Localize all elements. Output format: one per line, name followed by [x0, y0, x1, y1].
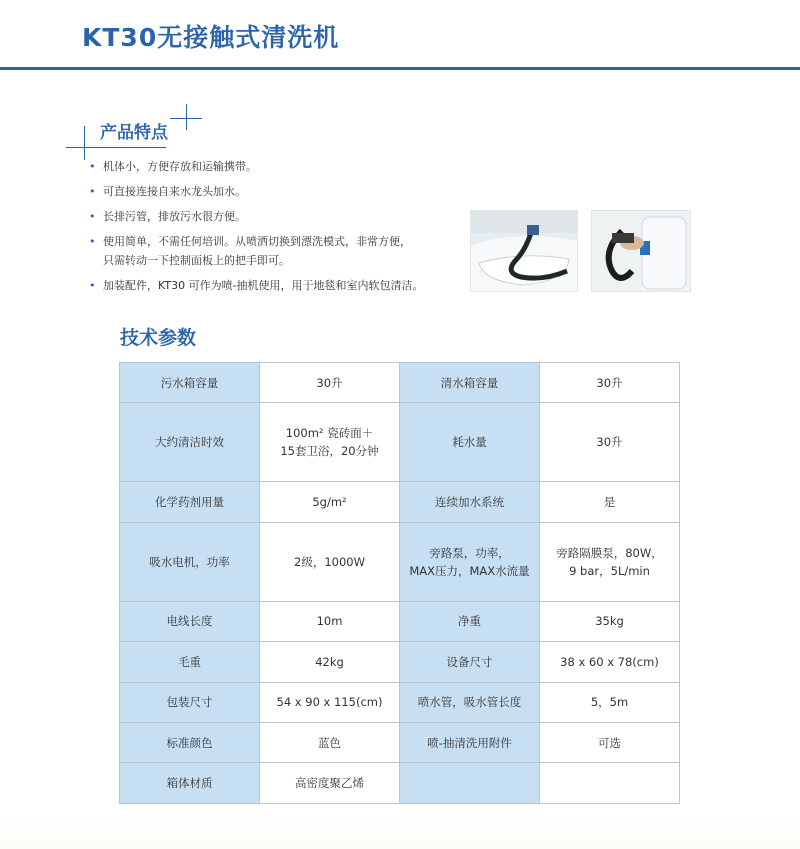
table-row [120, 601, 680, 641]
bullet-icon: • [89, 160, 96, 173]
feature-text: 长排污管，排放污水很方便。 [103, 210, 246, 223]
spec-label: 大约清洁时效 [120, 403, 260, 482]
sink-hose-illustration [471, 211, 577, 291]
spec-label-line: MAX压力，MAX水流量 [409, 563, 530, 578]
spec-value-line: 100m² 瓷砖面＋ [285, 426, 374, 441]
table-row [120, 763, 680, 804]
page-bottom-edge [0, 820, 800, 849]
spec-label: 电线长度 [120, 601, 260, 641]
features-list [87, 158, 424, 302]
spec-label: 喷水管，吸水管长度 [400, 682, 540, 722]
spec-label [400, 763, 540, 804]
spec-value: 30升 [260, 363, 400, 403]
spec-value-line: 9 bar，5L/min [569, 563, 650, 578]
feature-item [87, 183, 424, 200]
bullet-icon: • [89, 210, 96, 223]
feature-text: 使用简单，不需任何培训。从喷洒切换到漂洗模式，非常方便， [103, 235, 411, 248]
spec-label: 喷-抽清洗用附件 [400, 722, 540, 762]
table-row [120, 722, 680, 762]
feature-text: 可直接连接自来水龙头加水。 [103, 185, 246, 198]
spec-value: 35kg [540, 601, 680, 641]
machine-hose-illustration [592, 211, 690, 291]
spec-value: 54 x 90 x 115(cm) [260, 682, 400, 722]
spec-label: 设备尺寸 [400, 642, 540, 682]
feature-text: 加装配件，KT30 可作为喷-抽机使用，用于地毯和室内软包清洁。 [103, 279, 424, 292]
product-photo-machine [591, 210, 691, 292]
table-row [120, 482, 680, 522]
spec-label: 净重 [400, 601, 540, 641]
feature-item [87, 277, 424, 294]
spec-value [540, 522, 680, 601]
spec-value: 5，5m [540, 682, 680, 722]
spec-label: 耗水量 [400, 403, 540, 482]
spec-label: 清水箱容量 [400, 363, 540, 403]
page-title: KT30无接触式清洗机 [82, 23, 340, 52]
spec-value [260, 403, 400, 482]
specs-heading: 技术参数 [120, 327, 197, 349]
spec-value: 30升 [540, 403, 680, 482]
spec-value: 42kg [260, 642, 400, 682]
spec-value: 2级，1000W [260, 522, 400, 601]
spec-value: 蓝色 [260, 722, 400, 762]
spec-value: 5g/m² [260, 482, 400, 522]
bullet-icon: • [89, 279, 96, 292]
feature-item [87, 233, 424, 250]
spec-label: 毛重 [120, 642, 260, 682]
feature-item-continuation [87, 252, 424, 269]
table-row [120, 363, 680, 403]
feature-item [87, 158, 424, 175]
spec-value: 30升 [540, 363, 680, 403]
cross-decoration-vertical [84, 126, 85, 160]
spec-value: 可选 [540, 722, 680, 762]
features-heading: 产品特点 [100, 123, 168, 143]
title-divider [0, 67, 800, 70]
spec-value: 高密度聚乙烯 [260, 763, 400, 804]
spec-value-line: 旁路隔膜泵，80W， [556, 545, 663, 560]
bullet-icon: • [89, 235, 96, 248]
spec-label: 箱体材质 [120, 763, 260, 804]
spec-label [400, 522, 540, 601]
table-row [120, 522, 680, 601]
table-row [120, 682, 680, 722]
cross-decoration-vertical-short [186, 104, 187, 130]
cross-decoration-horizontal [66, 147, 166, 148]
spec-value: 是 [540, 482, 680, 522]
spec-label: 标准颜色 [120, 722, 260, 762]
spec-label: 化学药剂用量 [120, 482, 260, 522]
table-row [120, 642, 680, 682]
spec-label: 吸水电机，功率 [120, 522, 260, 601]
spec-label: 包装尺寸 [120, 682, 260, 722]
table-row [120, 403, 680, 482]
feature-text: 机体小，方便存放和运输携带。 [103, 160, 257, 173]
spec-label: 连续加水系统 [400, 482, 540, 522]
spec-label-line: 旁路泵，功率， [429, 545, 510, 560]
spec-value [540, 763, 680, 804]
spec-value-line: 15套卫浴，20分钟 [280, 444, 379, 459]
spec-value: 10m [260, 601, 400, 641]
spec-table [119, 362, 680, 804]
spec-value: 38 x 60 x 78(cm) [540, 642, 680, 682]
bullet-icon: • [89, 185, 96, 198]
product-photo-sink [470, 210, 578, 292]
feature-item [87, 208, 424, 225]
feature-text: 只需转动一下控制面板上的把手即可。 [103, 254, 290, 267]
spec-label: 污水箱容量 [120, 363, 260, 403]
